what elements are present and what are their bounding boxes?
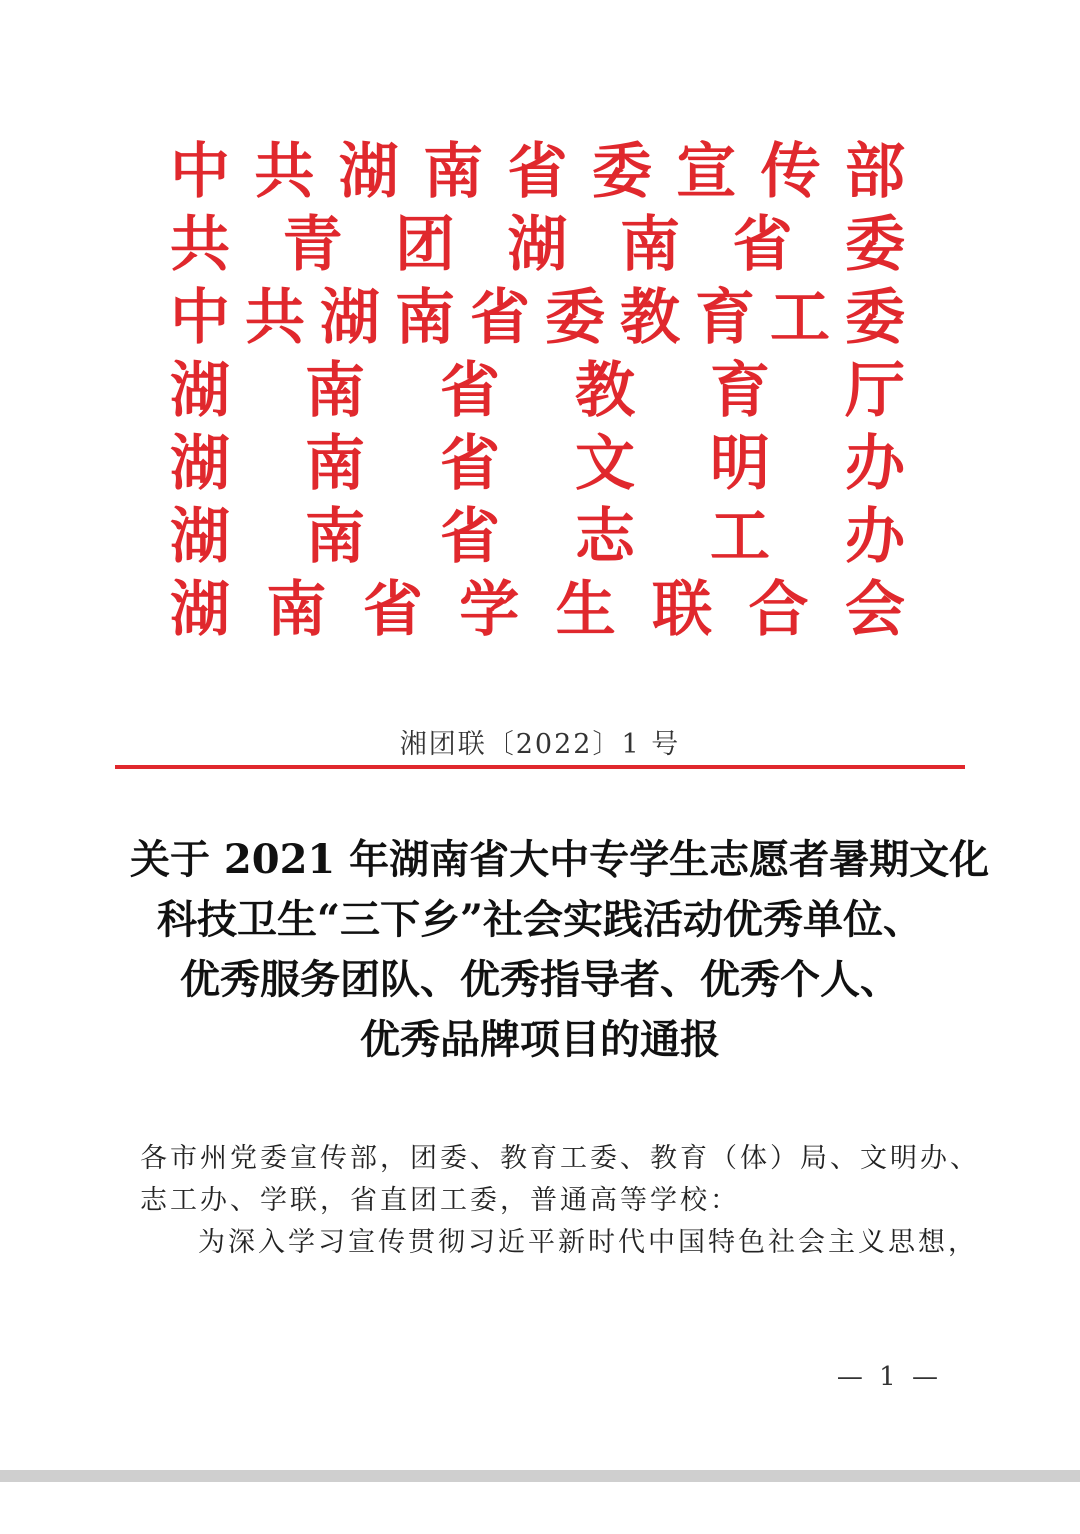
issuer-char: 部 — [845, 137, 905, 207]
title-line: 科技卫生“三下乡”社会实践活动优秀单位、 — [156, 896, 923, 943]
issuer-char: 志 — [575, 502, 635, 572]
issuer-char: 委 — [545, 283, 605, 353]
issuer-char: 厅 — [845, 356, 905, 426]
issuer-char: 湖 — [170, 429, 230, 499]
issuer-char: 省 — [440, 502, 500, 572]
issuer-char: 共 — [170, 210, 230, 280]
title-line: 优秀服务团队、优秀指导者、优秀个人、 — [180, 956, 900, 1003]
issuer-char: 南 — [305, 429, 365, 499]
red-divider — [115, 765, 965, 769]
issuer-char: 湖 — [170, 356, 230, 426]
issuer-char: 中 — [170, 137, 230, 207]
issuer-char: 共 — [254, 137, 315, 207]
issuer-char: 工 — [710, 502, 770, 572]
issuer-char: 湖 — [507, 210, 568, 280]
issuer-char: 委 — [845, 283, 905, 353]
issuer-char: 南 — [395, 283, 455, 353]
issuer-char: 省 — [362, 575, 423, 645]
document-body — [140, 1138, 980, 1264]
issuer-char: 育 — [695, 283, 755, 353]
issuer-char: 省 — [470, 283, 530, 353]
issuer-char: 育 — [710, 356, 770, 426]
issuer-char: 南 — [305, 356, 365, 426]
issuer-char: 传 — [760, 137, 821, 207]
issuer-char: 文 — [575, 429, 635, 499]
issuer-line-1 — [170, 136, 905, 209]
issuer-char: 湖 — [338, 137, 399, 207]
issuer-char: 中 — [170, 283, 230, 353]
issuer-char: 南 — [305, 502, 365, 572]
issuer-char: 委 — [845, 210, 905, 280]
issuer-char: 南 — [266, 575, 327, 645]
issuer-char: 湖 — [170, 575, 230, 645]
scroll-bar-track — [0, 1470, 1080, 1482]
document-number: 湘团联〔2022〕1 号 — [399, 729, 681, 760]
issuer-char: 学 — [459, 575, 520, 645]
issuer-char: 办 — [845, 502, 905, 572]
issuer-char: 湖 — [170, 502, 230, 572]
issuer-char: 省 — [732, 210, 793, 280]
title-line: 关于 2021 年湖南省大中专学生志愿者暑期文化 — [130, 836, 990, 883]
issuer-char: 湖 — [320, 283, 380, 353]
issuer-char: 委 — [591, 137, 652, 207]
issuer-char: 青 — [282, 210, 343, 280]
issuer-line-4 — [170, 355, 905, 428]
issuer-char: 会 — [844, 575, 905, 645]
issuer-char: 明 — [710, 429, 770, 499]
document-title — [130, 830, 990, 1070]
title-line: 优秀品牌项目的通报 — [360, 1016, 720, 1063]
issuer-line-5 — [170, 428, 905, 501]
issuer-char: 教 — [575, 356, 635, 426]
recipients-line: 各市州党委宣传部，团委、教育工委、教育（体）局、文明办、 — [140, 1143, 980, 1174]
issuer-char: 团 — [395, 210, 455, 280]
issuer-char: 办 — [845, 429, 905, 499]
issuer-line-7 — [170, 574, 905, 647]
issuer-line-6 — [170, 501, 905, 574]
paragraph-line: 为深入学习宣传贯彻习近平新时代中国特色社会主义思想， — [198, 1227, 978, 1258]
recipients-line: 志工办、学联，省直团工委，普通高等学校： — [140, 1185, 740, 1216]
issuer-line-3 — [170, 282, 905, 355]
issuer-char: 合 — [748, 575, 809, 645]
issuer-char: 共 — [245, 283, 305, 353]
issuer-line-2 — [170, 209, 905, 282]
issuer-char: 省 — [440, 429, 500, 499]
page-number: — 1 — — [836, 1362, 942, 1392]
issuer-header — [170, 136, 905, 647]
issuer-char: 南 — [620, 210, 680, 280]
issuer-char: 生 — [555, 575, 616, 645]
issuer-char: 省 — [507, 137, 568, 207]
issuer-char: 宣 — [676, 137, 737, 207]
issuer-char: 南 — [423, 137, 484, 207]
issuer-char: 教 — [620, 283, 680, 353]
issuer-char: 联 — [652, 575, 713, 645]
issuer-char: 工 — [770, 283, 830, 353]
issuer-char: 省 — [440, 356, 500, 426]
